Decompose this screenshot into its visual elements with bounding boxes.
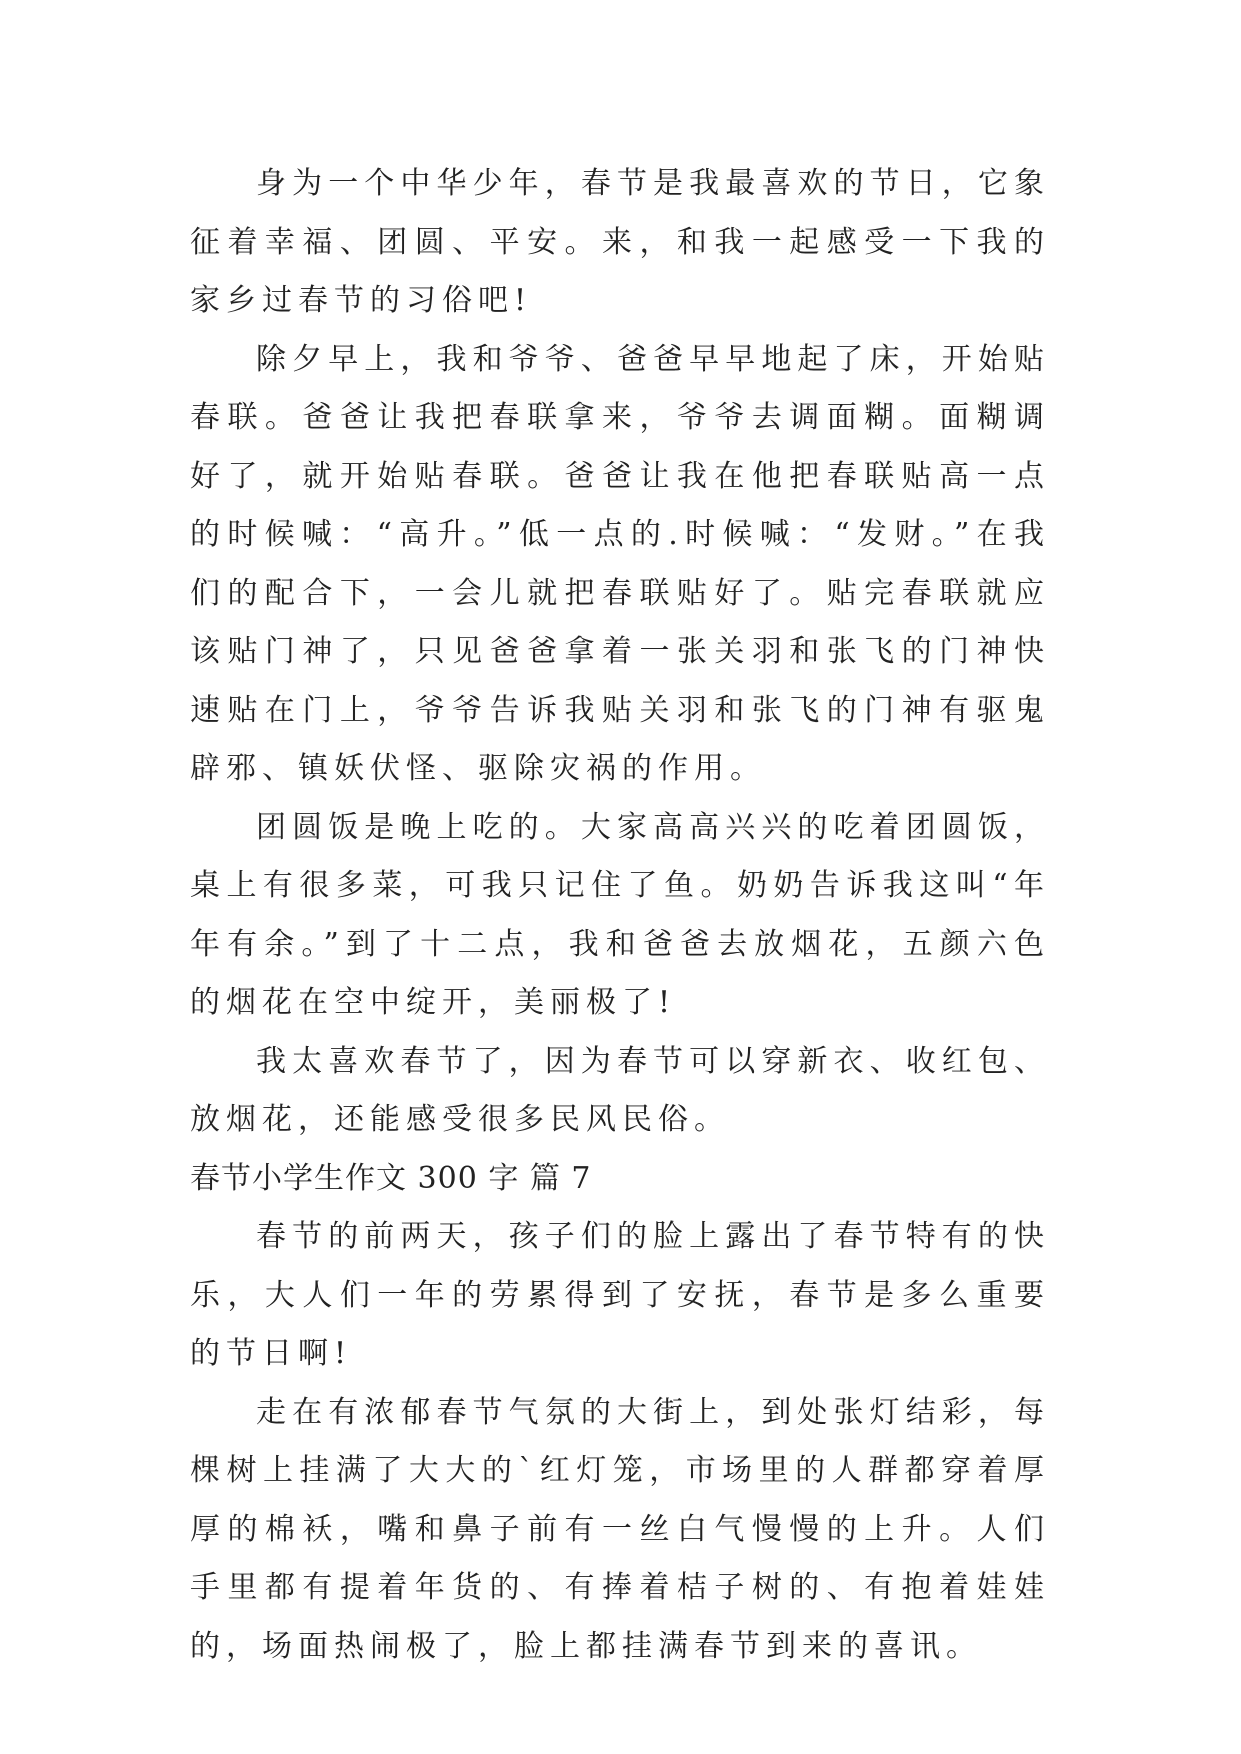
paragraph-3: 团圆饭是晚上吃的。大家高高兴兴的吃着团圆饭，桌上有很多菜，可我只记住了鱼。奶奶告诉我这叫“年年有余。”到了十二点，我和爸爸去放烟花，五颜六色的烟花在空中绽开，美丽极了! [190, 809, 1050, 1020]
paragraph-1: 身为一个中华少年，春节是我最喜欢的节日，它象征着幸福、团圆、平安。来，和我一起感受一下我的家乡过春节的习俗吧! [190, 166, 1050, 318]
paragraph-4: 我太喜欢春节了，因为春节可以穿新衣、收红包、放烟花，还能感受很多民风民俗。 [190, 1043, 1050, 1137]
paragraph-2: 除夕早上，我和爷爷、爸爸早早地起了床，开始贴春联。爸爸让我把春联拿来，爷爷去调面糊。面糊调好了，就开始贴春联。爸爸让我在他把春联贴高一点的时候喊：“高升。”低一点的.时候喊：“发财。”在我们的配合下，一会儿就把春联贴好了。贴完春联就应该贴门神了，只见爸爸拿着一张关羽和张飞的门神快速贴在门上，爷爷告诉我贴关羽和张飞的门神有驱鬼辟邪、镇妖伏怪、驱除灾祸的作用。 [190, 341, 1050, 786]
section-heading: 春节小学生作文 300 字 篇 7 [190, 1160, 592, 1196]
paragraph-5: 春节的前两天，孩子们的脸上露出了春节特有的快乐，大人们一年的劳累得到了安抚，春节是多么重要的节日啊! [190, 1219, 1050, 1371]
paragraph-6: 走在有浓郁春节气氛的大街上，到处张灯结彩，每棵树上挂满了大大的`红灯笼，市场里的人群都穿着厚厚的棉袄，嘴和鼻子前有一丝白气慢慢的上升。人们手里都有提着年货的、有捧着桔子树的、有抱着娃娃的，场面热闹极了，脸上都挂满春节到来的喜讯。 [190, 1394, 1050, 1664]
document-page [190, 155, 1050, 1676]
